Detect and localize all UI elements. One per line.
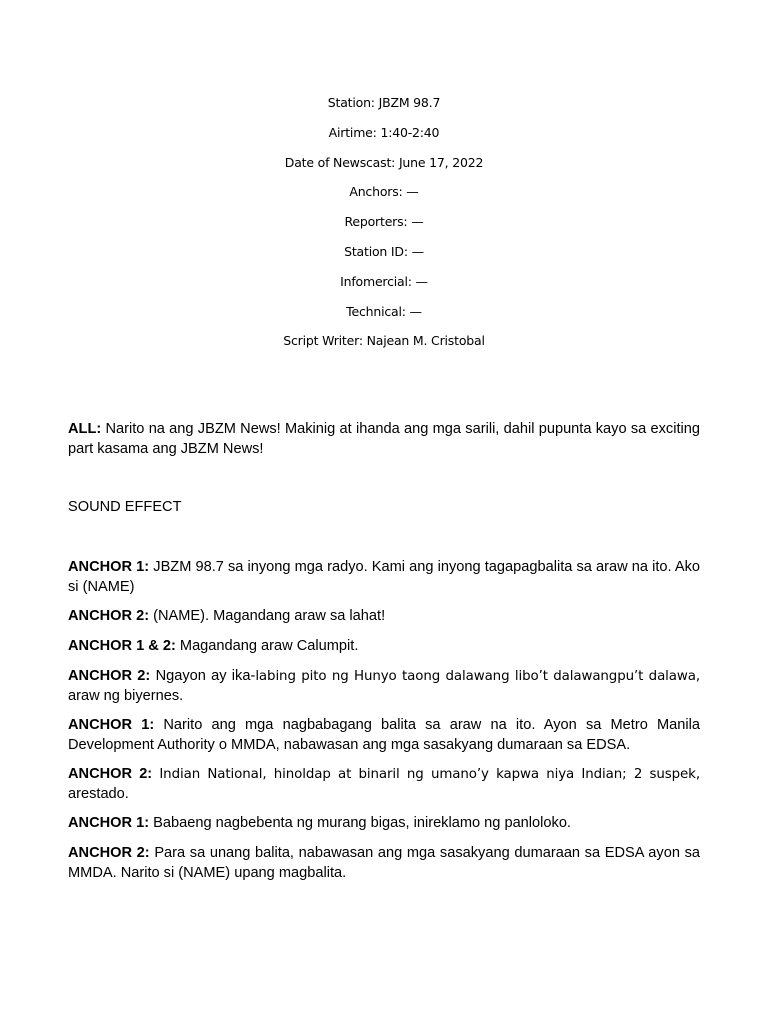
speaker-label: ANCHOR 2:: [68, 668, 151, 684]
sound-effect-cue: [68, 498, 700, 518]
speaker-label: ANCHOR 1 & 2:: [68, 638, 176, 654]
anchor-line-7: [68, 814, 700, 834]
script-line: [68, 814, 700, 834]
script-line: [68, 765, 700, 804]
script-line: [68, 607, 700, 627]
infomercial-line: Infomercial: —: [340, 273, 428, 289]
line-text-b: labing pito ng Hunyo taong dalawang libo’t dalawangpu’t dalawa,: [255, 669, 701, 684]
anchor-line-2: [68, 607, 700, 627]
anchor-line-5: [68, 716, 700, 755]
line-text: Magandang araw Calumpit.: [179, 638, 359, 654]
line-text: (NAME). Magandang araw sa lahat!: [153, 608, 386, 624]
line-text-c: araw ng biyernes.: [68, 687, 184, 704]
station-line: Station: JBZM 98.7: [327, 95, 441, 110]
speaker-label: ANCHOR 1:: [68, 815, 150, 831]
line-text: Narito na ang JBZM News! Makinig at ihanda ang mga sarili, dahil pupunta kayo sa exciting part kasama ang JBZM News!: [68, 421, 700, 457]
reporters-line: Reporters: —: [344, 214, 424, 230]
line-text-a: Indian National, hinoldap at binaril ng umano’y kapwa niya Indian; 2 suspek,: [159, 767, 700, 782]
line-text: JBZM 98.7 sa inyong mga radyo. Kami ang inyong tagapagbalita sa araw na ito. Ako si (NAME): [68, 559, 701, 595]
anchors-line: Anchors: —: [349, 184, 419, 200]
script-line: [68, 420, 700, 459]
anchor-line-6: [68, 765, 700, 804]
script-line: [68, 844, 700, 883]
line-text: Babaeng nagbebenta ng murang bigas, inireklamo ng panloloko.: [153, 815, 571, 831]
script-line: [68, 558, 700, 597]
script-line: [68, 667, 700, 706]
station-id-line: Station ID: —: [344, 243, 424, 259]
anchor-line-8: [68, 844, 700, 883]
all-paragraph: [68, 420, 700, 459]
speaker-label: ANCHOR 1:: [68, 559, 150, 575]
sound-effect-text: SOUND EFFECT: [68, 499, 182, 515]
anchor-line-4: [68, 667, 700, 706]
date-line: Date of Newscast: June 17, 2022: [284, 154, 484, 170]
script-line: [68, 637, 700, 657]
anchor-line-3: [68, 637, 700, 657]
speaker-label: ANCHOR 2:: [68, 766, 153, 782]
line-text-a: Ngayon ay ika-: [155, 668, 256, 684]
speaker-label: ALL:: [68, 421, 102, 437]
speaker-label: ANCHOR 2:: [68, 845, 150, 861]
anchor-line-1: [68, 558, 700, 597]
script-line: [68, 716, 700, 755]
script-writer-line: Script Writer: Najean M. Cristobal: [283, 333, 485, 349]
line-text: Para sa unang balita, nabawasan ang mga sasakyang dumaraan sa EDSA ayon sa MMDA. Narito si (NAME) upang magbalita.: [68, 845, 701, 881]
airtime-line: Airtime: 1:40-2:40: [328, 124, 440, 140]
technical-line: Technical: —: [346, 303, 422, 319]
line-text-b: arestado.: [68, 785, 129, 802]
script-header: [0, 93, 768, 361]
speaker-label: ANCHOR 1:: [68, 717, 155, 733]
speaker-label: ANCHOR 2:: [68, 608, 150, 624]
line-text: Narito ang mga nagbabagang balita sa araw na ito. Ayon sa Metro Manila Development Authority o MMDA, nabawasan ang mga sasakyang dumaraan sa EDSA.: [68, 717, 701, 753]
